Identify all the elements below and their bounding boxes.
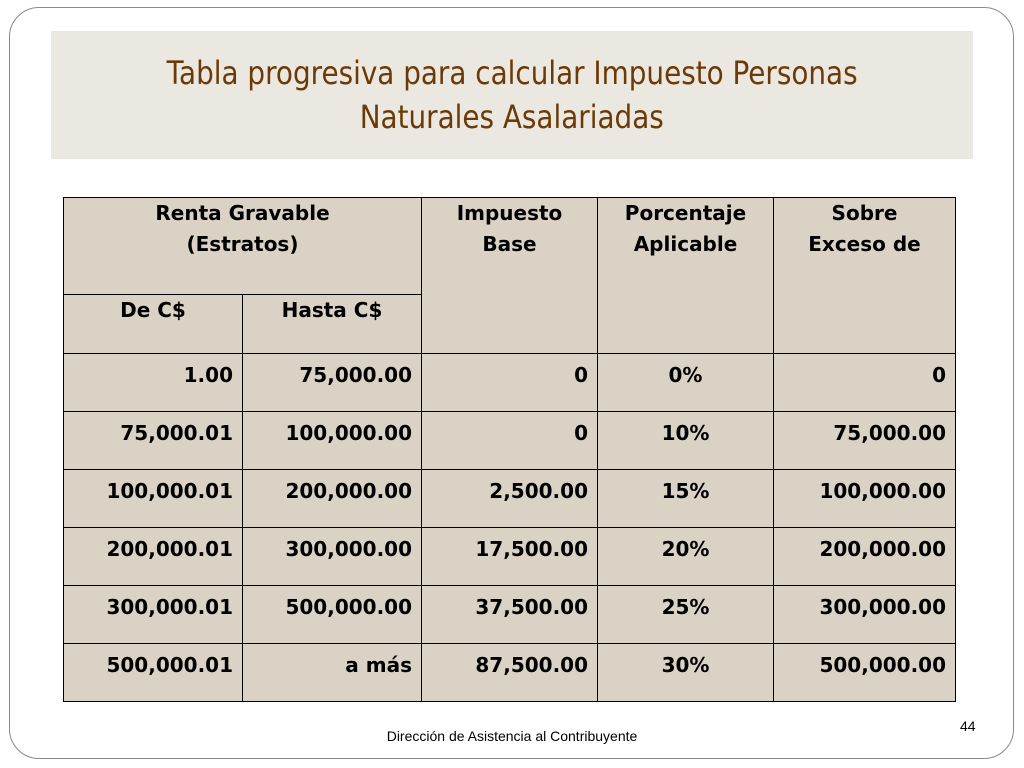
cell-hasta: 100,000.00 bbox=[243, 412, 422, 470]
cell-impuesto-base: 0 bbox=[422, 354, 598, 412]
header-porcentaje-aplicable bbox=[598, 198, 774, 354]
table-row bbox=[64, 470, 956, 528]
header-porcentaje-line2: Aplicable bbox=[633, 232, 738, 256]
cell-de: 100,000.01 bbox=[64, 470, 243, 528]
cell-sobre-exceso: 0 bbox=[774, 354, 956, 412]
cell-impuesto-base: 2,500.00 bbox=[422, 470, 598, 528]
title-box bbox=[51, 31, 973, 159]
cell-hasta: 500,000.00 bbox=[243, 586, 422, 644]
header-impuesto-base-line2: Base bbox=[482, 232, 537, 256]
tax-table bbox=[63, 197, 956, 702]
cell-sobre-exceso: 75,000.00 bbox=[774, 412, 956, 470]
header-sobre-exceso-line1: Sobre bbox=[831, 201, 898, 225]
slide-number: 44 bbox=[960, 718, 976, 734]
cell-de: 300,000.01 bbox=[64, 586, 243, 644]
cell-hasta: 200,000.00 bbox=[243, 470, 422, 528]
header-hasta: Hasta C$ bbox=[243, 295, 422, 354]
table-row bbox=[64, 528, 956, 586]
cell-de: 500,000.01 bbox=[64, 644, 243, 702]
cell-porcentaje: 30% bbox=[598, 644, 774, 702]
table-row bbox=[64, 644, 956, 702]
header-impuesto-base-line1: Impuesto bbox=[456, 201, 563, 225]
cell-impuesto-base: 0 bbox=[422, 412, 598, 470]
cell-sobre-exceso: 200,000.00 bbox=[774, 528, 956, 586]
table-row bbox=[64, 412, 956, 470]
header-row-top bbox=[64, 198, 956, 295]
header-sobre-exceso bbox=[774, 198, 956, 354]
table-row bbox=[64, 586, 956, 644]
cell-sobre-exceso: 300,000.00 bbox=[774, 586, 956, 644]
header-porcentaje-line1: Porcentaje bbox=[624, 201, 747, 225]
cell-porcentaje: 0% bbox=[598, 354, 774, 412]
cell-hasta: a más bbox=[243, 644, 422, 702]
cell-sobre-exceso: 500,000.00 bbox=[774, 644, 956, 702]
cell-sobre-exceso: 100,000.00 bbox=[774, 470, 956, 528]
header-sobre-exceso-line2: Exceso de bbox=[808, 232, 921, 256]
cell-de: 75,000.01 bbox=[64, 412, 243, 470]
cell-impuesto-base: 37,500.00 bbox=[422, 586, 598, 644]
header-renta-gravable-line2: (Estratos) bbox=[186, 232, 299, 256]
header-renta-gravable-line1: Renta Gravable bbox=[155, 201, 330, 225]
cell-porcentaje: 15% bbox=[598, 470, 774, 528]
cell-de: 200,000.01 bbox=[64, 528, 243, 586]
cell-porcentaje: 25% bbox=[598, 586, 774, 644]
table-row bbox=[64, 354, 956, 412]
cell-impuesto-base: 17,500.00 bbox=[422, 528, 598, 586]
header-impuesto-base bbox=[422, 198, 598, 354]
header-de: De C$ bbox=[64, 295, 243, 354]
title-line-1: Tabla progresiva para calcular Impuesto Personas bbox=[166, 54, 858, 92]
title-line-2: Naturales Asalariadas bbox=[359, 98, 665, 136]
cell-hasta: 75,000.00 bbox=[243, 354, 422, 412]
header-renta-gravable bbox=[64, 198, 422, 295]
cell-de: 1.00 bbox=[64, 354, 243, 412]
cell-hasta: 300,000.00 bbox=[243, 528, 422, 586]
cell-impuesto-base: 87,500.00 bbox=[422, 644, 598, 702]
cell-porcentaje: 10% bbox=[598, 412, 774, 470]
cell-porcentaje: 20% bbox=[598, 528, 774, 586]
footer-text: Dirección de Asistencia al Contribuyente bbox=[386, 728, 638, 744]
